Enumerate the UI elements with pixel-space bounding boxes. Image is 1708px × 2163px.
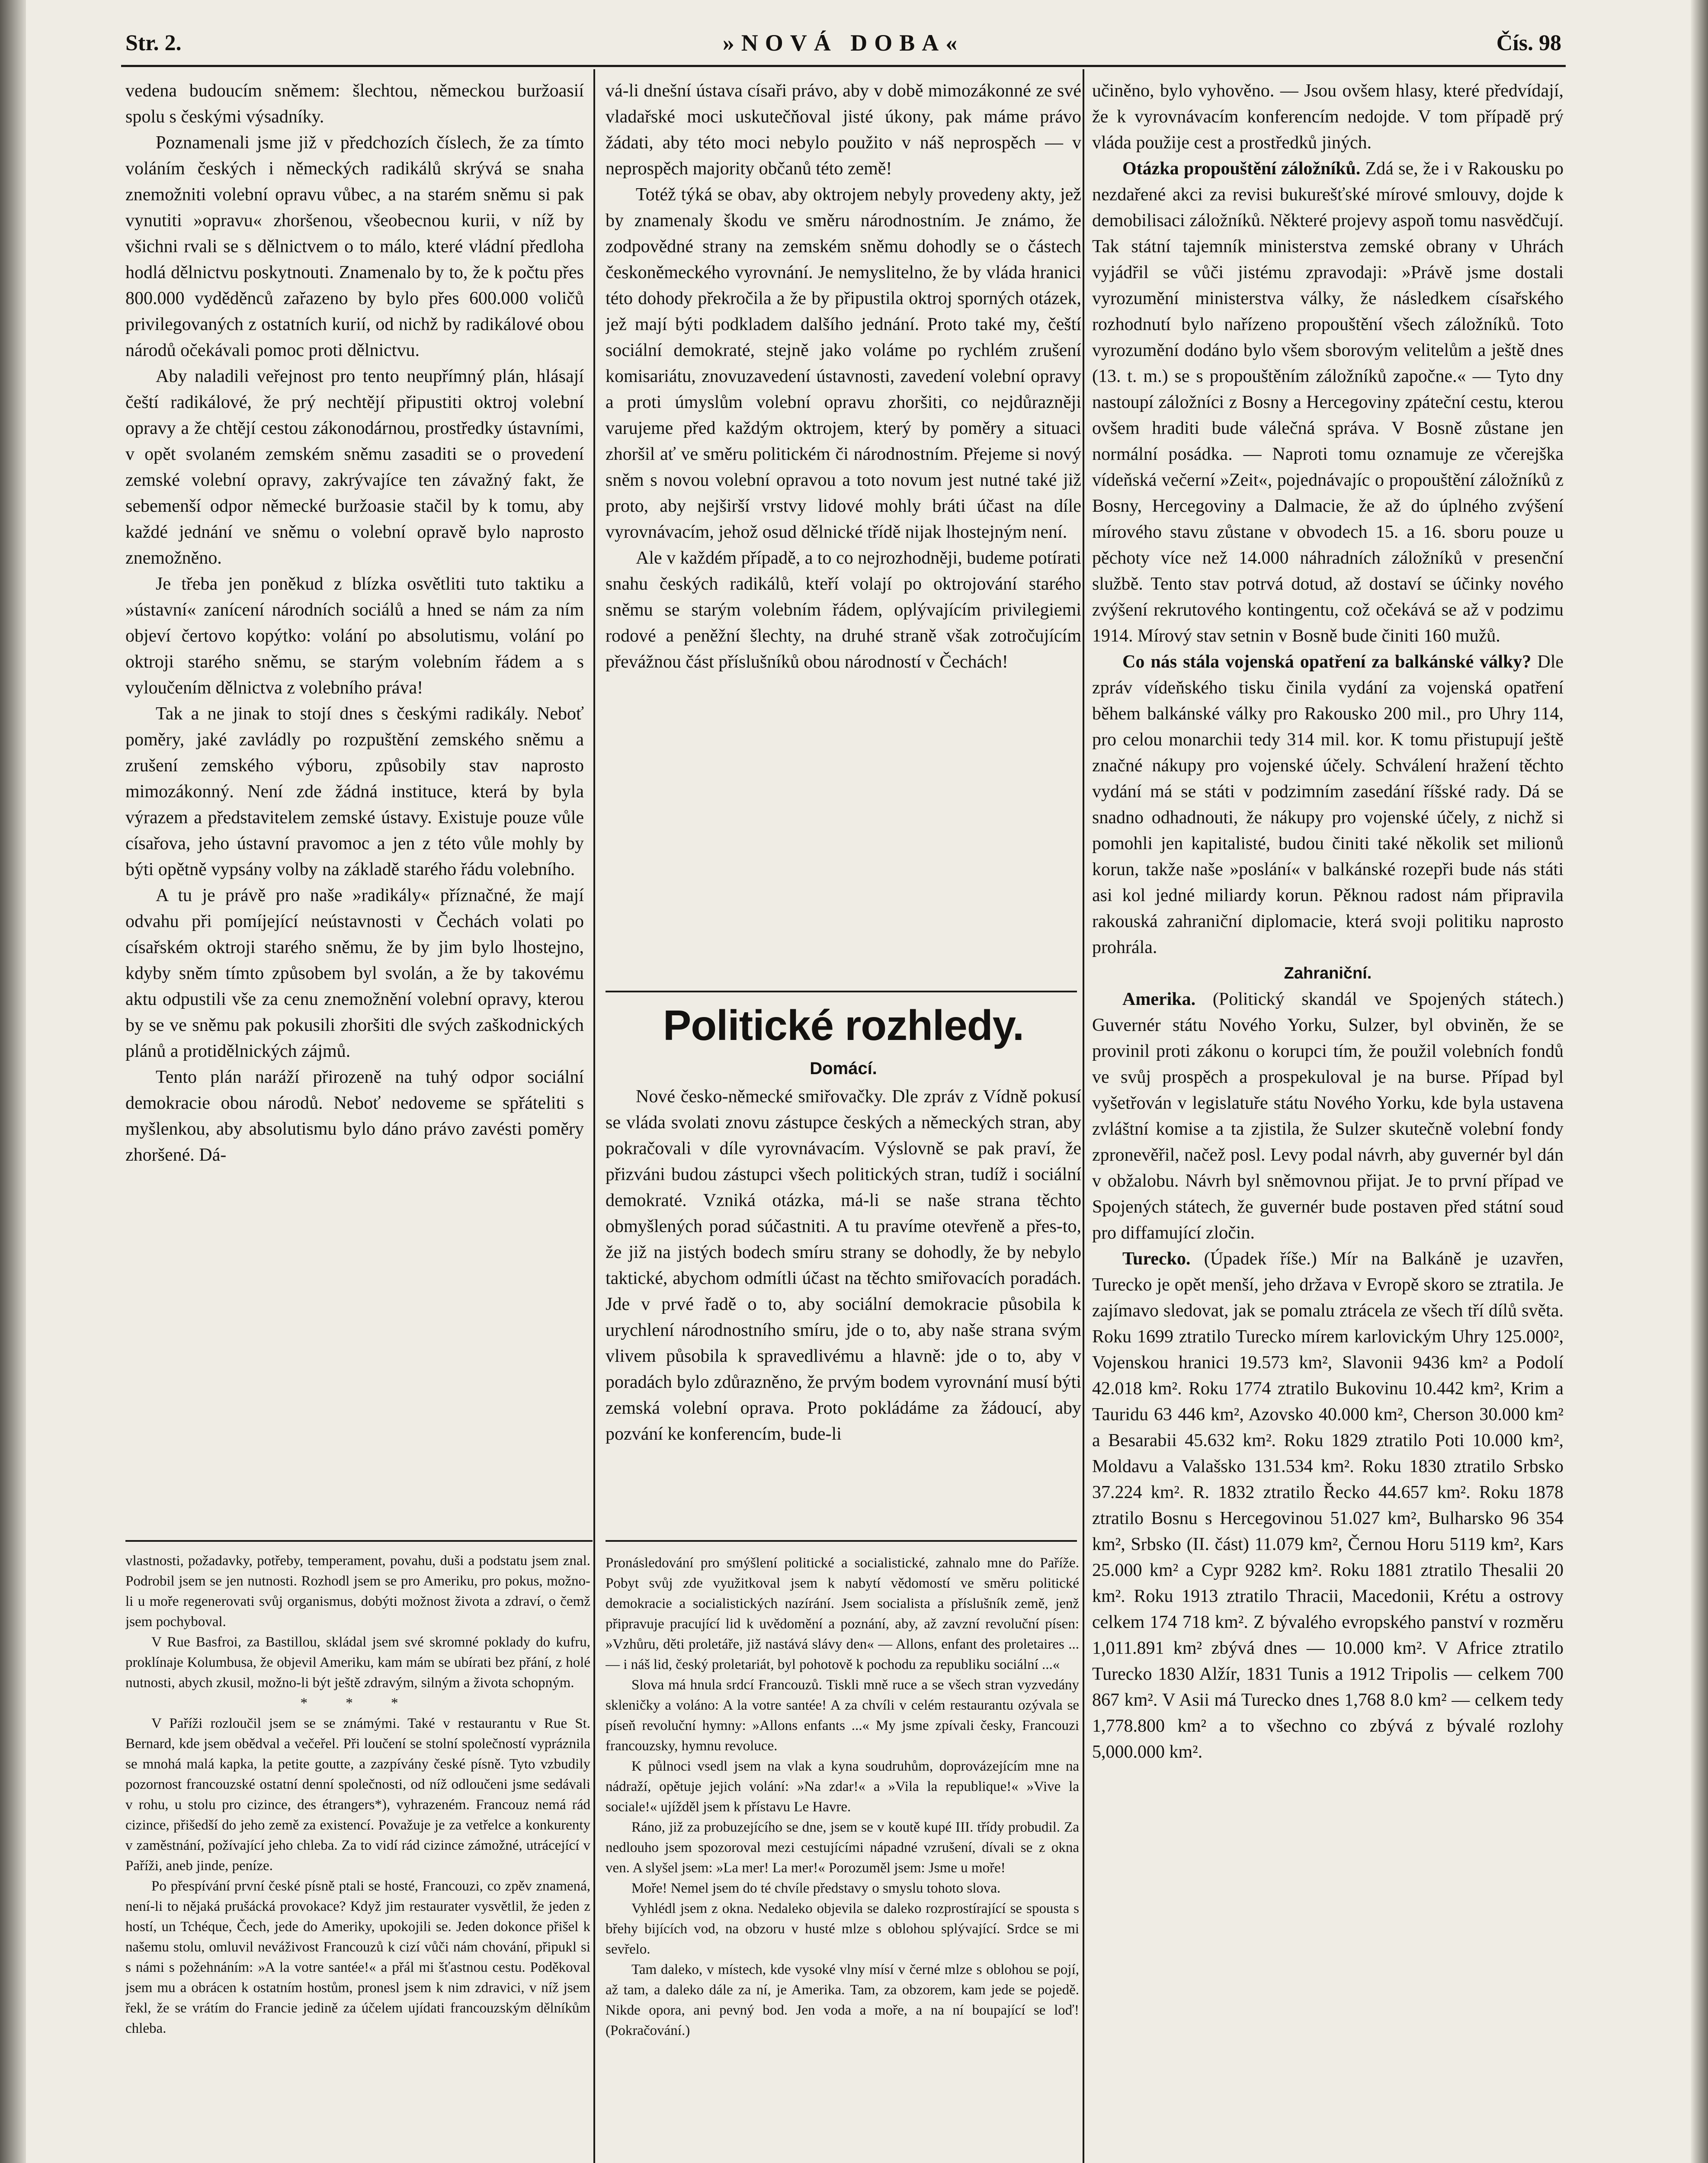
feuilleton-rule-left — [125, 1540, 593, 1542]
paragraph: Vyhlédl jsem z okna. Nedaleko objevila se daleko rozprostírající se spousta s břehy bijících vod, na obzoru v husté mlze s oblohou splývající. Srdce se mi sevřelo. — [606, 1901, 1079, 1957]
paragraph: vedena budoucím sněmem: šlechtou, německou buržoasií spolu s českými výsadníky. — [125, 81, 584, 127]
paragraph: V Paříži rozloučil jsem se se známými. Také v restaurantu v Rue St. Bernard, kde jsem obědval a večeřel. Při loučení se stolní společností vypráznila se mnohá malá kapka, la petite goutte, a zazpívány české písně. Tyto vzbudily pozornost francouzské ostatní denní společnosti, od níž odloučeni jsme sedávali v rohu, u stolu pro cizince, des étrangers*), vyhrazeném. Francouz nemá rád cizince, přišedší do jeho země za existencí. Považuje je za vetřelce a konkurenty v zaměstnání, požívající jeho chleba. Za to vidí rád cizince zámožné, utrácející v Paříži, aneb jinde, peníze. — [125, 1716, 590, 1874]
paragraph: Je třeba jen poněkud z blízka osvětliti tuto taktiku a »ústavní« zanícení národních sociálů a hned se nám za ním objeví čertovo kopýtko: volání po absolutismu, volání po oktroji starého sněmu, se starým volebním řádem a s vyloučením dělnictva z volebního práva! — [125, 574, 584, 698]
paragraph: K půlnoci vsedl jsem na vlak a kyna soudruhům, doprovázejícím mne na nádraží, opětuje jejich volání: »Na zdar!« a »Vila la republique!« »Vive la sociale!« ujížděl jsem k přístavu Le Havre. — [606, 1759, 1079, 1815]
paragraph: V Rue Basfroi, za Bastillou, skládal jsem své skromné poklady do kufru, proklínaje Kolumbusa, že objevil Ameriku, kam mám se ubírati bez přání, z holé nutnosti, abych zkusil, možno-li být ještě zdravým, silným a života schopným. — [125, 1634, 590, 1691]
politics-domestic-article — [606, 1084, 1081, 1534]
news-body: (Úpadek říše.) Mír na Balkáně je uzavřen, Turecko je opět menší, jeho država v Evropě skoro se ztratila. Je zajímavo sledovat, jak se pomalu ztrácela ze všech tří dílů světa. Roku 1699 ztratilo Turecko mírem karlovickým Uhry 125.000², Vojenskou hranici 19.573 km², Slavonii 9436 km² a Podolí 42.018 km². Roku 1774 ztratilo Bukovinu 10.442 km², Krim a Tauridu 63 446 km², Azovsko 40.000 km², Cherson 30.000 km² a Besarabii 45.632 km². Roku 1829 ztratilo Poti 10.000 km², Moldavu a Valašsko 131.534 km². Roku 1830 ztratilo Srbsko 37.224 km². R. 1832 ztratilo Řecko 44.657 km². Roku 1878 ztratilo Bosnu s Hercegovinou 51.027 km², Bulharsko 96 354 km², Srbsko (II. část) 11.079 km², Černou Horu 5119 km², Kars 25.000 km² a Cypr 9282 km². Roku 1881 ztratilo Thesalii 20 km². Roku 1913 ztratilo Thracii, Macedonii, Krétu a ostrovy celkem 174 718 km². Z bývalého evropského panství v rozměru 1,011.891 km² zbývá dnes — 10.000 km². V Africe ztratilo Turecko 1830 Alžír, 1831 Tunis a 1912 Tripolis — celkem 700 867 km². V Asii má Turecko dnes 1,768 8.0 km² — celkem tedy 1,778.800 km² a to všechno co zbývá z bývalé rozlohy 5,000.000 km². — [1092, 1249, 1564, 1762]
column-1-article — [125, 78, 584, 1527]
column-3-news — [1092, 78, 1564, 2163]
news-headline: Amerika. — [1122, 989, 1196, 1009]
news-body: (Politický skandál ve Spojených státech.) Guvernér státu Nového Yorku, Sulzer, byl obviněn, že se provinil proti zákonu o korupci tím, že použil volebních fondů ve svůj prospěch a prospekuloval je na burse. Případ byl vyšetřován v legislatuře státu Nového Yorku, kde byla ustavena zvláštní komise a ta zjistila, že Sulzer skutečně volební fondy zpronevěřil, načež posl. Levy podal návrh, aby guvernér byl dán v obžalobu. Návrh byl sněmovnou přijat. Je to první případ ve Spojených státech, že guvernér bude postaven před státní soud pro diffamující zločin. — [1092, 989, 1564, 1243]
feuilleton-rule-right — [606, 1540, 1077, 1542]
news-item — [1092, 1246, 1564, 1765]
paragraph: Ale v každém případě, a to co nejrozhodněji, budeme potírati snahu českých radikálů, kteří volají po oktrojování starého sněmu se starým volebním řádem, oplývajícím privilegiemi rodové a peněžní šlechty, na druhé straně však zotročujícím převážnou část příslušníků obou národností v Čechách! — [606, 548, 1081, 672]
news-item — [1092, 156, 1564, 649]
news-headline: Co nás stála vojenská opatření za balkánské války? — [1122, 652, 1532, 672]
news-headline: Otázka propouštění záložníků. — [1122, 159, 1361, 179]
page-header — [125, 25, 1561, 68]
issue-number: Čís. 98 — [1496, 31, 1561, 55]
section-rule — [606, 991, 1077, 992]
paragraph: Poznamenali jsme již v předchozích číslech, že za tímto voláním českých i německých radikálů skrývá se snaha znemožniti volební opravu vůbec, a na starém sněmu si pak vynutiti »opravu« zhoršenou, všeobecnou kurii, v níž by všichni rvali se s dělnictvem o to málo, které vládní předloha hodlá dělnictvu poskytnouti. Znamenalo by to, že k počtu přes 800.000 vyděděnců zařazeno by bylo přes 600.000 voličů privilegovaných z ostatních kurií, od nichž by radikálové obou národů očekávali pomoc proti dělnictvu. — [125, 133, 584, 360]
paragraph: A tu je právě pro naše »radikály« příznačné, že mají odvahu při pomíjející neústavnosti v Čechách volati po císařském oktroji starého sněmu, že by jim bylo lhostejno, kdyby sněm tímto způsobem byl svolán, a že by takovému aktu odpustili vše za cenu znemožnění volební opravy, kterou by se ve sněmu pak pokusili zhoršiti dle svých zaškodnických plánů a protidělnických zájmů. — [125, 886, 584, 1061]
header-rule — [121, 65, 1566, 67]
newspaper-name: »NOVÁ DOBA« — [722, 30, 965, 56]
paragraph: Moře! Nemel jsem do té chvíle představy o smyslu tohoto slova. — [631, 1881, 1001, 1896]
subsection-foreign: Zahraniční. — [1284, 964, 1372, 982]
paragraph: Slova má hnula srdcí Francouzů. Tiskli mně ruce a se všech stran vyzvedány skleničky a voláno: A la votre santée! A za chvíli v celém restaurantu ozývala se píseň revoluční hymny: »Allons enfants ...« My jsme zpívali česky, Francouzi francouzsky, hymnu revoluce. — [606, 1677, 1079, 1754]
paragraph: vá-li dnešní ústava císaři právo, aby v době mimozákonné ze své vladařské moci uskutečňoval jisté úkony, pak máme právo žádati, aby této moci nebylo použito v náš neprospěch — v neprospěch majority občanů této země! — [606, 81, 1081, 179]
feuilleton-column-1 — [125, 1551, 590, 2163]
news-item — [1092, 986, 1564, 1246]
paragraph: Tento plán naráží přirozeně na tuhý odpor sociální demokracie obou národů. Neboť nedoveme se spřáteliti s myšlenkou, aby absolutismu bylo dáno právo zavésti poměry zhoršené. Dá- — [125, 1067, 584, 1165]
column-2-article — [606, 78, 1081, 995]
news-body: Zdá se, že i v Rakousku po nezdařené akci za revisi bukurešťské mírové smlouvy, dojde k demobilisaci záložníků. Některé projevy aspoň tomu nasvědčují. Tak státní tajemník ministerstva zemské obrany v Uhrách vyjádřil se vůči jistému zpravodaji: »Právě jsme dostali vyrozumění ministerstva války, že následkem císařského rozhodnutí bylo nařízeno propouštění všech záložníků. Toto vyrozumění dodáno bylo všem sborovým velitelům a ještě dnes (13. t. m.) se s propouštěním záložníků započne.« — Tyto dny nastoupí záložníci z Bosny a Hercegoviny zpáteční cestu, kterou ovšem hraditi bude válečná správa. V Bosně zůstane jen normální posádka. — Naproti tomu oznamuje ze včerejška vídeňská večerní »Zeit«, pojednávajíc o propouštění záložníků z Bosny, Hercegoviny a Dalmacie, že až do úplného zvýšení mírového stavu zůstane v obvodech 15. a 16. sboru pouze u pěchoty více než 14.000 náhradních záložníků v presenční službě. Tento stav potrvá dotud, až dostaví se účinky nového zvýšení rekrutového kontingentu, což očekává se až v podzimu 1914. Mírový stav setnin v Bosně bude činiti 160 mužů. — [1092, 159, 1564, 646]
paragraph: vlastnosti, požadavky, potřeby, temperament, povahu, duši a podstatu jsem znal. Podrobil jsem se jen nutnosti. Rozhodl jsem se pro Ameriku, pro pokus, možno-li u moře regenerovati svůj organismus, dobýti možnost života a zdraví, o čemž jsem pochyboval. — [125, 1553, 590, 1630]
paragraph: učiněno, bylo vyhověno. — Jsou ovšem hlasy, které předvídají, že k vyrovnávacím konferencím nedojde. V tom případě prý vláda použije cest a prostředků jiných. — [1092, 81, 1564, 153]
paragraph: Po přespívání první české písně ptali se hosté, Francouzi, co zpěv znamená, není-li to nějaká prušácká provokace? Když jim restaurater vysvětlil, že jeden z hostí, un Tchéque, Čech, jede do Ameriky, upokojili se. Jeden dokonce přišel k našemu stolu, omluvil neváživost Francouzů k cizí vůči nám chování, připukl si s námi s požehnáním: »A la votre santée!« a přál mi šťastnou cestu. Poděkoval jsem mu a obrácen k ostatním hostům, pronesl jsem k nim zdravici, v níž jsem řekl, že se vrátím do Francie jedině za účelem ujídati francouzským dělníkům chleba. — [125, 1878, 590, 2036]
paragraph: Tak a ne jinak to stojí dnes s českými radikály. Neboť poměry, jaké zavládly po rozpuštění zemského sněmu a zrušení zemského výboru, způsobily stav naprosto mimozákonný. Není zde žádná instituce, která by byla výrazem a představitelem zemské ústavy. Existuje pouze vůle císařova, jeho ústavní pravomoc a jen z této vůle mohly by býti opětně vypsány volby na základě starého řádu volebního. — [125, 704, 584, 879]
paragraph: Pronásledování pro smýšlení politické a socialistické, zahnalo mne do Paříže. Pobyt svůj zde využitkoval jsem k nabytí vědomostí ve směru politické demokracie a socialistických nazírání. Jsem socialista a příslušník země, jenž připravuje pracující lid k uvědomění a poznání, aby, až zavzní revoluční písen: »Vzhůru, děti proletáře, již nastává slávy den« — Allons, enfant des proletaires ... — i náš lid, český proletariát, byl pohotově k pochodu za republiku sociální ...« — [606, 1555, 1079, 1672]
news-body: Dle zpráv vídeňského tisku činila vydání za vojenská opatření během balkánské války pro Rakousko 200 mil., pro Uhry 114, pro celou monarchii tedy 314 mil. kor. K tomu přistupují ještě značné nákupy pro vojenské účely. Schválení hražení těchto vydání má se státi v podzimním zasedání říšské rady. Dá se snadno odhadnouti, že nákupy pro vojenské účely, z nichž si pomohli jen kapitalisté, budou činiti také několik set milionů korun, takže naše »poslání« v balkánské rozepři bude nás státi asi kol jedné miliardy korun. Pěknou radost nám připravila rakouská zahraniční diplomacie, která svoji politiku naprosto prohrála. — [1092, 652, 1564, 957]
page-number: Str. 2. — [125, 31, 182, 55]
scan-edge-right — [1691, 0, 1708, 2163]
column-divider-2 — [1083, 69, 1084, 2163]
column-divider-1 — [593, 69, 595, 2163]
news-headline: Turecko. — [1122, 1249, 1191, 1269]
section-title-politics: Politické rozhledy. — [663, 1001, 1024, 1049]
paragraph: Ráno, již za probuzejícího se dne, jsem se v koutě kupé III. třídy probudil. Za nedlouho jsem spozoroval mezi cestujícími nápadné vzrušení, dívali se z okna ven. A slyšel jsem: »La mer! La mer!« Porozuměl jsem: Jsme u moře! — [606, 1820, 1079, 1876]
paragraph: Totéž týká se obav, aby oktrojem nebyly provedeny akty, jež by znamenaly škodu ve směru národnostním. Je známo, že zodpovědné strany na zemském sněmu dohodly se o částech českoněmeckého vyrovnání. Je nemyslitelno, že by vláda hranici této dohody překročila a že by připustila oktroj sporných otázek, jež mají býti podkladem dalšího jednání. Proto také my, čeští sociální demokraté, stejně jako voláme po rychlém zrušení komisariátu, znovuzavedení ústavnosti, zavedení volební opravy a proti úmyslům volební opravu zhoršiti, co nejdůrazněji varujeme před každým oktrojem, který by poměry a situaci zhoršil ať ve směru politickém či národnostním. Přejeme si nový sněm s novou volební opravou a toto novum jest nutné také již proto, aby nejširší vrstvy lidové mohly bráti účast na díle vyrovnávacím, jehož osud dělnické třídě nijak lhostejným není. — [606, 185, 1081, 542]
paragraph: Tam daleko, v místech, kde vysoké vlny mísí v černé mlze s oblohou se pojí, až tam, a daleko dále za ní, je Amerika. Tam, za obzorem, kam jede se pojedě. Nikde opora, ani pevný bod. Jen voda a moře, a na ní boupající se loď! (Pokračování.) — [606, 1962, 1079, 2038]
section-break: * * * — [300, 1695, 416, 1711]
scan-edge-left — [0, 0, 26, 2163]
subsection-domestic: Domácí. — [810, 1059, 877, 1078]
paragraph: Aby naladili veřejnost pro tento neupřímný plán, hlásají čeští radikálové, že prý nechtějí připustiti oktroj volební opravy a že chtějí cestou zákonodárnou, prostředky ústavními, v opět svolaném zemském sněmu zasaditi se o provedení zemské volební opravy, zakrývajíce ten závažný fakt, že sebemenší odpor německé buržoasie stačil by k tomu, aby každé jednání ve sněmu o volební opravě bylo naprosto znemožněno. — [125, 366, 584, 568]
feuilleton-column-2 — [606, 1553, 1079, 2163]
paragraph: Nové česko-německé smiřovačky. Dle zpráv z Vídně pokusí se vláda svolati znovu zástupce českých a německých stran, aby pokračovali v díle vyrovnávacím. Výslovně se pak praví, že přizváni budou zástupci všech politických stran, tudíž i sociální demokraté. Vzniká otázka, má-li se naše strana těchto obmyšlených porad súčastniti. A tu pravíme otevřeně a přes-to, že již na jistých bodech smíru strany se dohodly, že by nebylo taktické, abychom odmítli účast na těchto smiřovacích poradách. Jde v prvé řadě o to, aby sociální demokracie působila k urychlení národnostního smíru, jde o to, aby naše strana svým vlivem působila k spravedlivému a hlavně: jde o to, aby v poradách bylo zdůrazněno, že prvým bodem vyrovnání musí býti zemská volební oprava. Proto pokládáme za žádoucí, aby pozvání ke konferencím, bude-li — [606, 1087, 1081, 1444]
news-item — [1092, 649, 1564, 960]
